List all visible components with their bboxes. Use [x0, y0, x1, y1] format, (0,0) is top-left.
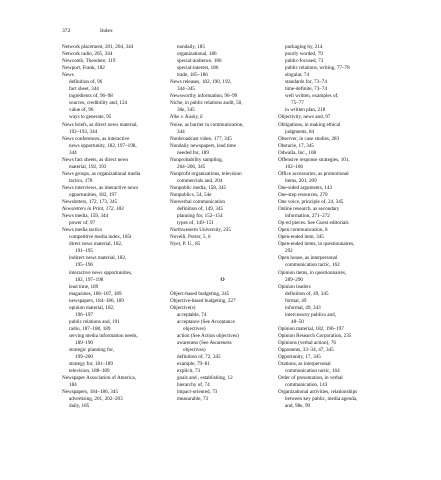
index-entry: Network radio, 205, 344	[62, 51, 113, 58]
index-entry: Op-ed pieces. See Guest editorials	[278, 220, 349, 227]
index-subentry: communication tactic, 162	[285, 262, 340, 269]
index-entry: Open house, as interpersonal	[278, 255, 338, 262]
index-subentry: definition of, 149, 345	[177, 206, 224, 213]
spacer	[170, 262, 275, 269]
index-entry: Nyer, P. U., 85	[170, 241, 201, 248]
index-subentry: sources, credibility and, 124	[69, 100, 128, 107]
index-subentry: 182, 197–198	[75, 276, 104, 283]
index-column-3	[278, 44, 383, 410]
index-subentry: newspapers, 184–186, 189	[69, 297, 124, 304]
index-entry: Newsletters in Print, 172, 183	[62, 206, 124, 213]
index-subentry: ingredients of, 96–98	[69, 93, 113, 100]
index-subentry: television, 188–189	[69, 368, 110, 375]
index-subentry: interactive news opportunities,	[69, 269, 133, 276]
index-subentry: and, 98e, 99	[285, 403, 311, 410]
index-subentry: definition of, 96	[69, 79, 103, 86]
index-entry: Newport, Frank, 182	[62, 65, 105, 72]
index-subentry: serving media information needs,	[69, 332, 138, 339]
index-entry: Nonpublic media, 158, 345	[170, 184, 227, 191]
index-entry: Network placement, 201, 204, 344	[62, 44, 134, 50]
index-entry: Nonpublics, 54, 54e	[170, 191, 212, 198]
page-header	[62, 28, 381, 38]
index-subentry: 344–345	[177, 86, 195, 93]
index-subentry: public relations, writing, 77–78	[285, 65, 350, 72]
index-entry: One-step resources, 270	[278, 191, 328, 198]
index-subentry: time-definite, 73–74	[285, 86, 327, 93]
index-entry: Novelli, Porter, 5, 6	[170, 234, 211, 241]
index-entry: News releases, 182, 190, 192,	[170, 79, 232, 86]
index-subentry: formal, 49	[285, 297, 307, 304]
index-subentry: commercials and, 204	[177, 177, 223, 184]
index-subentry: daily, 185	[69, 403, 90, 410]
index-entry: Obligations, in making ethical	[278, 121, 341, 128]
index-subentry: explicit, 73	[177, 368, 201, 375]
index-subentry: hierarchy of, 74	[177, 382, 210, 389]
index-entry: Obstacle, 17, 345	[278, 142, 314, 149]
index-entry: Nonverbal communication	[170, 199, 225, 206]
index-subentry: singular, 74	[285, 72, 310, 79]
index-entry: News interviews, as interactive news	[62, 184, 139, 191]
index-subentry: strategic planning for,	[69, 347, 115, 354]
index-entry: Offensive response strategies, 101,	[278, 156, 350, 163]
index-subentry: indirect news material, 182,	[69, 255, 127, 262]
index-subentry: needed for, 189	[177, 149, 209, 156]
index-subentry: between key public, media agenda,	[285, 396, 358, 403]
index-entry: Opinion leaders	[278, 283, 311, 290]
index-entry: Opponents, 33–34, 47, 345	[278, 347, 334, 354]
page-number: 372	[62, 28, 71, 34]
index-subentry: impact-oriented, 73	[177, 389, 218, 396]
index-subentry: material, 192, 193	[69, 163, 107, 170]
index-entry: Nonbroadcast video, 177, 345	[170, 135, 232, 142]
index-subentry: fact sheet, 344	[69, 86, 99, 93]
index-entry: Nonprofit organizations, television	[170, 170, 242, 177]
index-entry: Office accessories, as promotional	[278, 170, 349, 177]
index-column-2	[170, 44, 275, 403]
index-subentry: 191–195	[75, 248, 93, 255]
spacer	[170, 270, 275, 277]
index-subentry: trade, 185–186	[177, 72, 208, 79]
index-subentry: awareness (See Awareness	[177, 339, 232, 346]
index-entry: Open communication, 8	[278, 227, 328, 234]
index-subentry: 292	[285, 248, 293, 255]
index-entry: Opinions (verbal action), 76	[278, 339, 336, 346]
index-subentry: judgments, 84	[285, 128, 315, 135]
index-subentry: objectives)	[183, 347, 206, 354]
index-entry: Northwestern University, 235	[170, 227, 231, 234]
index-subentry: 344	[177, 128, 185, 135]
index-entry: One voice, principle of, 24, 345	[278, 199, 344, 206]
index-entry: Online research, as secondary	[278, 206, 340, 213]
index-entry: Noise, as barrier in communication,	[170, 121, 244, 128]
index-subentry: 75–77	[291, 100, 304, 107]
index-subentry: 189–190	[75, 339, 93, 346]
index-entry: Odwalla, Inc., 108	[278, 149, 317, 156]
index-subentry: 192–193, 344	[69, 128, 98, 135]
index-subentry: acceptable, 74	[177, 311, 207, 318]
index-entry: Nonprobability sampling,	[170, 156, 223, 163]
section-letter: O	[220, 276, 225, 283]
index-subentry: communication tactic, 164	[285, 368, 340, 375]
index-entry: Newcomb, Theodore, 119	[62, 58, 116, 65]
index-entry: Opinion Research Corporation, 235	[278, 332, 352, 339]
index-subentry: opinion material, 182,	[69, 304, 115, 311]
index-subentry: definition of, 49, 345	[285, 290, 329, 297]
index-entry: News groups, as organizational media	[62, 170, 141, 177]
index-subentry: competitive media index, 185t	[69, 234, 132, 241]
index-entry: Objective-based budgeting, 227	[170, 297, 236, 304]
index-entry: Open-ended items, in questionnaires,	[278, 241, 355, 248]
index-entry: News briefs, as direct news material,	[62, 121, 138, 128]
index-subentry: goals and , establishing, 12	[177, 375, 233, 382]
index-subentry: well written, examples of,	[285, 93, 339, 100]
index-subentry: types of, 149–151	[177, 220, 214, 227]
index-subentry: radio, 187–188, 189	[69, 325, 111, 332]
index-subentry: action (See Action objectives)	[177, 332, 239, 339]
index-subentry: lead time, 189	[69, 283, 99, 290]
index-subentry: magazines, 186–187, 189	[69, 290, 122, 297]
index-entry: Objectivity, news and, 97	[278, 114, 331, 121]
index-entry: News media, 159, 344	[62, 213, 109, 220]
index-entry: Opinion items, in questionnaires,	[278, 269, 347, 276]
index-entry: Objective(s)	[170, 304, 196, 311]
index-subentry: standards for, 73–74	[285, 79, 327, 86]
index-entry: Nike v. Kasky, 6	[170, 114, 203, 121]
index-subentry: value of, 96	[69, 107, 94, 114]
index-entry: Opportunity, 17, 345	[278, 354, 321, 361]
running-title: Index	[100, 28, 113, 34]
index-subentry: 196–197	[75, 311, 93, 318]
index-column-1	[62, 44, 167, 410]
index-entry: Nondaily newspapers, lead time	[170, 142, 236, 149]
spacer	[170, 248, 275, 255]
index-subentry: nondaily, 185	[177, 44, 205, 50]
index-subentry: advertising, 201, 202–203	[69, 396, 123, 403]
index-subentry: measurable, 73	[177, 396, 209, 403]
index-subentry: planning for, 152–154	[177, 213, 223, 220]
index-subentry: public relations and, 191	[69, 318, 120, 325]
index-subentry: poorly worded, 79	[285, 51, 323, 58]
index-subentry: organizational, 186	[177, 51, 217, 58]
index-columns	[62, 44, 382, 464]
spacer	[170, 255, 275, 262]
index-entry: Order of presentation, in verbal	[278, 375, 343, 382]
index-subentry: public-focused, 73	[285, 58, 324, 65]
index-entry: Observer, in case studies, 283	[278, 135, 340, 142]
index-entry: Newspapers, 184–186, 345	[62, 389, 118, 396]
index-subentry: special-interest, 186	[177, 65, 219, 72]
index-subentry: information, 271–272	[285, 213, 330, 220]
index-entry: Organizational activities, relationships	[278, 389, 358, 396]
index-entry: News conferences, as interactive	[62, 135, 130, 142]
index-subentry: ways to generate, 95	[69, 114, 112, 121]
index-subentry: tactics, 178	[69, 177, 93, 184]
index-entry: One-sided arguments, 143	[278, 184, 333, 191]
index-entry: Object-based budgeting, 245	[170, 290, 230, 297]
index-subentry: definition of, 72, 345	[177, 354, 221, 361]
index-entry: News	[62, 72, 74, 79]
index-entry: Orations, as interpersonal	[278, 361, 331, 368]
index-subentry: communication, 143	[285, 382, 328, 389]
index-subentry: objectives)	[183, 325, 206, 332]
index-subentry: 184	[69, 382, 77, 389]
index-subentry: 195–196	[75, 262, 93, 269]
index-subentry: 30e, 345	[177, 107, 195, 114]
index-subentry: intercessory publics and,	[285, 311, 336, 318]
index-subentry: strategy for, 181–189	[69, 361, 113, 368]
index-entry: Opinion material, 182, 196–197	[278, 325, 344, 332]
index-subentry: direct news material, 182,	[69, 241, 123, 248]
index-subentry: opportunities, 182, 197	[69, 191, 117, 198]
index-subentry: power of, 97	[69, 220, 96, 227]
index-subentry: 102–106	[285, 163, 303, 170]
index-subentry: packaging by, 214	[285, 44, 323, 50]
index-subentry: 199–200	[75, 354, 93, 361]
index-entry: Newsworthy information, 96–99	[170, 93, 238, 100]
index-subentry: informal, 49, 343	[285, 304, 321, 311]
index-subentry: 344	[69, 149, 77, 156]
index-subentry: in written plan, 218	[285, 107, 326, 114]
index-subentry: 289–290	[285, 276, 303, 283]
index-entry: Open-ended item, 345	[278, 234, 324, 241]
index-entry: Newspaper Association of America,	[62, 375, 136, 382]
index-entry: Niche, in public relations audit, 50,	[170, 100, 243, 107]
index-subentry: items, 201, 209	[285, 177, 317, 184]
index-subentry: 264–266, 345	[177, 163, 206, 170]
index-entry: News media tactics	[62, 227, 102, 234]
index-entry: Newsletters, 172, 173, 345	[62, 199, 118, 206]
index-subentry: news opportunity, 182, 197–198,	[69, 142, 137, 149]
index-subentry: acceptance (See Acceptance	[177, 318, 235, 325]
index-subentry: example, 79–81	[177, 361, 210, 368]
index-entry: News fact sheets, as direct news	[62, 156, 129, 163]
index-subentry: special-audience, 186	[177, 58, 222, 65]
spacer	[170, 284, 275, 291]
index-subentry: 48–50	[291, 318, 304, 325]
